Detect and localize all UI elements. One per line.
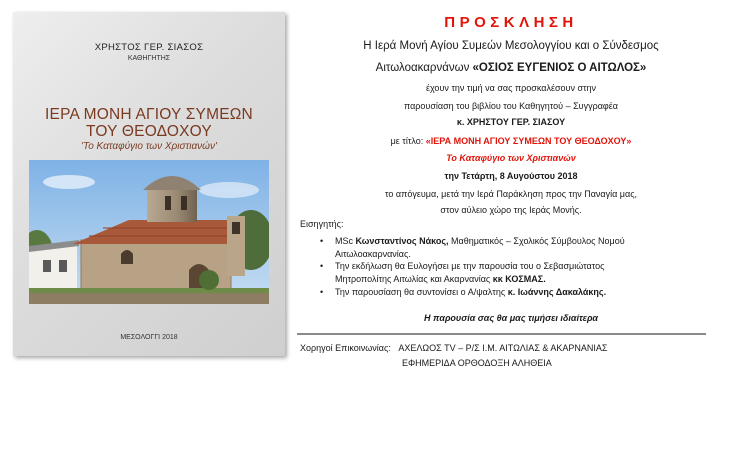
cover-title-line1: ΙΕΡΑ ΜΟΝΗ ΑΓΙΟΥ ΣΥΜΕΩΝ xyxy=(45,106,253,123)
sponsors-label: Χορηγοί Επικοινωνίας: xyxy=(300,343,391,353)
invitation-line4: παρουσίαση του βιβλίου του Καθηγητού – Συγγραφέα xyxy=(404,101,618,111)
event-date: την Τετάρτη, 8 Αυγούστου 2018 xyxy=(444,171,578,181)
cover-subtitle: 'Το Καταφύγιο των Χριστιανών' xyxy=(81,141,217,152)
speaker-role: Μαθηματικός – Σχολικός Σύμβουλος Νομού xyxy=(448,236,625,246)
bullet3-prefix: Την παρουσίαση θα συντονίσει ο Α/ψαλτης xyxy=(335,287,508,297)
bullet2-line1: Την εκδήλωση θα Ευλογήσει με την παρουσία του ο Σεβασμιώτατος xyxy=(335,261,605,271)
bullet-dot-icon: • xyxy=(320,261,324,271)
monastery-photo xyxy=(29,160,269,304)
cover-footer: ΜΕΣΟΛΟΓΓΙ 2018 xyxy=(120,334,178,341)
bullet1-prefix: MSc xyxy=(335,236,356,246)
cover-role: ΚΑΘΗΓΗΤΗΣ xyxy=(127,55,171,62)
invitation-line3: έχουν την τιμή να σας προσκαλέσουν στην xyxy=(425,83,597,93)
speaker-name: Κωνσταντίνος Νάκος, xyxy=(355,236,449,246)
invitation-line2 xyxy=(296,62,726,74)
cover-title-line2: ΤΟΥ ΘΕΟΔΟΧΟΥ xyxy=(86,123,212,140)
coordinator-name: κ. Ιωάννης Δακαλάκης. xyxy=(507,287,607,297)
bullet1-line2: Αιτωλοακαρνανίας. xyxy=(335,249,411,259)
closing-line: Η παρουσία σας θα μας τιμήσει ιδιαίτερα xyxy=(423,313,599,323)
book-title: «ΙΕΡΑ ΜΟΝΗ ΑΓΙΟΥ ΣΥΜΕΩΝ ΤΟΥ ΘΕΟΔΟΧΟΥ» xyxy=(425,136,632,146)
bullet2-line2 xyxy=(335,274,546,285)
event-time-line2: στον αύλειο χώρο της Ιεράς Μονής. xyxy=(440,205,582,215)
sponsor-2: ΕΦΗΜΕΡΙΔΑ ΟΡΘΟΔΟΞΗ ΑΛΗΘΕΙΑ xyxy=(402,358,552,368)
invitation-line1: Η Ιερά Μονή Αγίου Συμεών Μεσολογγίου και ο Σύνδεσμος xyxy=(363,40,659,52)
event-time-line1: το απόγευμα, μετά την Ιερά Παράκληση προς την Παναγία μας, xyxy=(384,189,638,199)
bullet3-line1 xyxy=(335,287,606,298)
invitation-author: κ. ΧΡΗΣΤΟΥ ΓΕΡ. ΣΙΑΣΟΥ xyxy=(456,117,566,127)
invitation-heading: ΠΡΟΣΚΛΗΣΗ xyxy=(444,14,578,31)
bullet1-line1 xyxy=(335,236,625,247)
book-subtitle: Το Καταφύγιο των Χριστιανών xyxy=(446,153,576,163)
bullet2-prefix: Μητροπολίτης Αιτωλίας και Ακαρνανίας xyxy=(335,274,493,284)
monastery-illustration xyxy=(29,160,269,304)
cover-title xyxy=(13,106,285,140)
invitation-line2-prefix: Αιτωλοακαρνάνων xyxy=(375,62,473,74)
bullet-dot-icon: • xyxy=(320,287,324,297)
invitation-title-line xyxy=(296,136,726,146)
sponsor-1: ΑΧΕΛΩΟΣ TV – Ρ/Σ Ι.Μ. ΑΙΤΩΛΙΑΣ & ΑΚΑΡΝΑΝΙΑΣ xyxy=(398,343,608,353)
sponsors-line1 xyxy=(300,343,607,353)
association-name: «ΟΣΙΟΣ ΕΥΓΕΝΙΟΣ Ο ΑΙΤΩΛΟΣ» xyxy=(472,62,647,74)
divider-line xyxy=(297,333,706,335)
bullet-dot-icon: • xyxy=(320,236,324,246)
cover-author: ΧΡΗΣΤΟΣ ΓΕΡ. ΣΙΑΣΟΣ xyxy=(94,42,204,53)
book-cover xyxy=(13,12,285,356)
speakers-label: Εισηγητής: xyxy=(300,219,344,229)
title-prefix: με τίτλο: xyxy=(390,136,426,146)
metropolitan-name: κκ ΚΟΣΜΑΣ. xyxy=(492,274,546,284)
